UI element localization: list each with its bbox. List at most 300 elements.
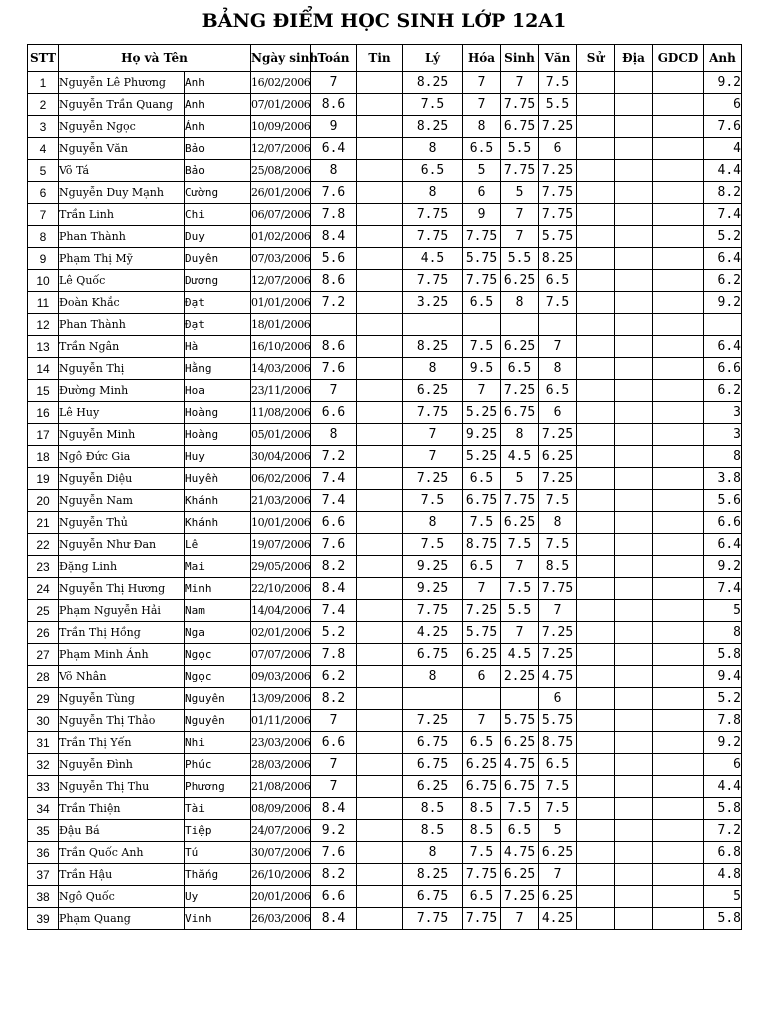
- given-name: Nhi: [185, 732, 251, 754]
- score-van: 7: [539, 600, 577, 622]
- score-van: 7.5: [539, 292, 577, 314]
- score-ly: 8.25: [403, 864, 463, 886]
- given-name: Tài: [185, 798, 251, 820]
- row-number: 28: [28, 666, 59, 688]
- score-toan: 7.4: [311, 490, 357, 512]
- date-of-birth: 01/01/2006: [251, 292, 311, 314]
- score-anh: 6.4: [704, 534, 742, 556]
- score-sinh: 6.75: [501, 402, 539, 424]
- score-ly: 6.5: [403, 160, 463, 182]
- score-gdcd: [653, 160, 704, 182]
- score-anh: 7.6: [704, 116, 742, 138]
- score-van: 7.75: [539, 578, 577, 600]
- score-anh: 6: [704, 754, 742, 776]
- score-dia: [615, 600, 653, 622]
- score-dia: [615, 468, 653, 490]
- row-number: 32: [28, 754, 59, 776]
- score-anh: 8: [704, 622, 742, 644]
- score-van: 8: [539, 358, 577, 380]
- table-row: [28, 270, 742, 292]
- score-sinh: 4.75: [501, 842, 539, 864]
- score-su: [577, 512, 615, 534]
- score-van: 4.75: [539, 666, 577, 688]
- page-title: BẢNG ĐIỂM HỌC SINH LỚP 12A1: [201, 10, 567, 32]
- date-of-birth: 30/07/2006: [251, 842, 311, 864]
- score-van: 5.75: [539, 226, 577, 248]
- score-toan: 5.6: [311, 248, 357, 270]
- table-row: [28, 600, 742, 622]
- table-row: [28, 732, 742, 754]
- table-row: [28, 886, 742, 908]
- table-header-row: [28, 45, 742, 72]
- family-name: Trần Ngân: [59, 336, 185, 358]
- table-row: [28, 578, 742, 600]
- score-anh: 5.8: [704, 908, 742, 930]
- score-su: [577, 842, 615, 864]
- family-name: Nguyễn Thủ: [59, 512, 185, 534]
- score-toan: 8.6: [311, 94, 357, 116]
- score-gdcd: [653, 270, 704, 292]
- score-dia: [615, 182, 653, 204]
- score-anh: 7.8: [704, 710, 742, 732]
- score-van: 8.25: [539, 248, 577, 270]
- score-sinh: 7.75: [501, 94, 539, 116]
- given-name: Khánh: [185, 490, 251, 512]
- score-toan: 8: [311, 424, 357, 446]
- column-header-ly: Lý: [403, 45, 463, 72]
- score-toan: 7: [311, 72, 357, 94]
- score-tin: [357, 358, 403, 380]
- score-su: [577, 72, 615, 94]
- table-row: [28, 116, 742, 138]
- given-name: Vinh: [185, 908, 251, 930]
- row-number: 12: [28, 314, 59, 336]
- score-anh: 9.2: [704, 72, 742, 94]
- score-ly: 6.25: [403, 380, 463, 402]
- score-ly: 8: [403, 138, 463, 160]
- score-gdcd: [653, 732, 704, 754]
- table-row: [28, 776, 742, 798]
- row-number: 26: [28, 622, 59, 644]
- date-of-birth: 12/07/2006: [251, 138, 311, 160]
- given-name: Huy: [185, 446, 251, 468]
- table-row: [28, 314, 742, 336]
- score-gdcd: [653, 446, 704, 468]
- score-toan: 7: [311, 710, 357, 732]
- score-ly: 7: [403, 446, 463, 468]
- score-anh: 4.4: [704, 776, 742, 798]
- score-tin: [357, 314, 403, 336]
- score-su: [577, 534, 615, 556]
- score-hoa: 6.5: [463, 138, 501, 160]
- score-toan: 7.6: [311, 358, 357, 380]
- score-dia: [615, 160, 653, 182]
- given-name: Bảo: [185, 160, 251, 182]
- score-toan: 7.2: [311, 446, 357, 468]
- row-number: 5: [28, 160, 59, 182]
- row-number: 7: [28, 204, 59, 226]
- score-ly: 7.5: [403, 534, 463, 556]
- score-hoa: 7.75: [463, 864, 501, 886]
- score-gdcd: [653, 600, 704, 622]
- score-tin: [357, 226, 403, 248]
- score-tin: [357, 666, 403, 688]
- family-name: Lê Huy: [59, 402, 185, 424]
- score-hoa: 7: [463, 710, 501, 732]
- score-gdcd: [653, 402, 704, 424]
- grade-table: [27, 44, 742, 930]
- score-toan: [311, 314, 357, 336]
- date-of-birth: 16/02/2006: [251, 72, 311, 94]
- score-tin: [357, 512, 403, 534]
- score-hoa: 6.75: [463, 776, 501, 798]
- given-name: Đạt: [185, 314, 251, 336]
- score-van: 7.25: [539, 116, 577, 138]
- date-of-birth: 07/03/2006: [251, 248, 311, 270]
- given-name: Lê: [185, 534, 251, 556]
- row-number: 23: [28, 556, 59, 578]
- score-toan: 7.4: [311, 468, 357, 490]
- score-van: 7.5: [539, 776, 577, 798]
- score-tin: [357, 842, 403, 864]
- score-anh: 5.8: [704, 644, 742, 666]
- family-name: Phan Thành: [59, 314, 185, 336]
- score-toan: 6.6: [311, 886, 357, 908]
- date-of-birth: 10/01/2006: [251, 512, 311, 534]
- score-gdcd: [653, 644, 704, 666]
- score-van: 7.25: [539, 160, 577, 182]
- row-number: 15: [28, 380, 59, 402]
- row-number: 17: [28, 424, 59, 446]
- score-hoa: 5.75: [463, 248, 501, 270]
- score-dia: [615, 292, 653, 314]
- score-su: [577, 622, 615, 644]
- score-dia: [615, 248, 653, 270]
- date-of-birth: 13/09/2006: [251, 688, 311, 710]
- date-of-birth: 14/03/2006: [251, 358, 311, 380]
- score-anh: 6.6: [704, 512, 742, 534]
- row-number: 21: [28, 512, 59, 534]
- score-anh: 6.2: [704, 380, 742, 402]
- score-anh: 8: [704, 446, 742, 468]
- score-gdcd: [653, 380, 704, 402]
- score-gdcd: [653, 556, 704, 578]
- row-number: 10: [28, 270, 59, 292]
- score-van: 6.25: [539, 842, 577, 864]
- score-hoa: [463, 688, 501, 710]
- score-dia: [615, 556, 653, 578]
- score-gdcd: [653, 468, 704, 490]
- column-header-hoa: Hóa: [463, 45, 501, 72]
- score-tin: [357, 732, 403, 754]
- score-ly: 6.75: [403, 732, 463, 754]
- score-ly: 7.75: [403, 600, 463, 622]
- score-anh: 7.4: [704, 578, 742, 600]
- family-name: Đậu Bá: [59, 820, 185, 842]
- score-sinh: 6.5: [501, 820, 539, 842]
- score-toan: 9: [311, 116, 357, 138]
- given-name: Nguyên: [185, 688, 251, 710]
- family-name: Nguyễn Đình: [59, 754, 185, 776]
- date-of-birth: 14/04/2006: [251, 600, 311, 622]
- row-number: 35: [28, 820, 59, 842]
- score-gdcd: [653, 314, 704, 336]
- family-name: Phan Thành: [59, 226, 185, 248]
- score-anh: 6: [704, 94, 742, 116]
- score-ly: 8.25: [403, 72, 463, 94]
- row-number: 25: [28, 600, 59, 622]
- family-name: Đường Minh: [59, 380, 185, 402]
- date-of-birth: 21/08/2006: [251, 776, 311, 798]
- row-number: 27: [28, 644, 59, 666]
- score-gdcd: [653, 182, 704, 204]
- score-toan: 8.4: [311, 226, 357, 248]
- score-anh: 9.2: [704, 292, 742, 314]
- score-anh: 8.2: [704, 182, 742, 204]
- score-dia: [615, 578, 653, 600]
- score-van: 6.25: [539, 446, 577, 468]
- column-header-stt: STT: [28, 45, 59, 72]
- score-hoa: 7.75: [463, 270, 501, 292]
- score-hoa: 6.5: [463, 732, 501, 754]
- score-dia: [615, 512, 653, 534]
- score-anh: 5.8: [704, 798, 742, 820]
- score-anh: 9.2: [704, 556, 742, 578]
- score-hoa: 7: [463, 380, 501, 402]
- score-gdcd: [653, 622, 704, 644]
- score-tin: [357, 160, 403, 182]
- table-row: [28, 754, 742, 776]
- column-header-sinh: Sinh: [501, 45, 539, 72]
- family-name: Nguyễn Như Đan: [59, 534, 185, 556]
- score-ly: 7: [403, 424, 463, 446]
- score-sinh: 8: [501, 292, 539, 314]
- row-number: 30: [28, 710, 59, 732]
- score-toan: 6.4: [311, 138, 357, 160]
- score-tin: [357, 270, 403, 292]
- family-name: Phạm Thị Mỹ: [59, 248, 185, 270]
- table-row: [28, 446, 742, 468]
- row-number: 19: [28, 468, 59, 490]
- score-sinh: 5: [501, 468, 539, 490]
- score-gdcd: [653, 798, 704, 820]
- given-name: Hoa: [185, 380, 251, 402]
- score-hoa: 7: [463, 72, 501, 94]
- score-toan: 8.6: [311, 270, 357, 292]
- score-hoa: 9: [463, 204, 501, 226]
- score-van: 6.5: [539, 380, 577, 402]
- date-of-birth: 02/01/2006: [251, 622, 311, 644]
- given-name: Đạt: [185, 292, 251, 314]
- score-gdcd: [653, 490, 704, 512]
- given-name: Hoàng: [185, 402, 251, 424]
- score-hoa: 7.5: [463, 336, 501, 358]
- score-tin: [357, 490, 403, 512]
- given-name: Duyên: [185, 248, 251, 270]
- score-toan: 8.4: [311, 578, 357, 600]
- score-anh: 3: [704, 402, 742, 424]
- score-van: 8.5: [539, 556, 577, 578]
- table-row: [28, 94, 742, 116]
- score-ly: 4.25: [403, 622, 463, 644]
- row-number: 9: [28, 248, 59, 270]
- score-tin: [357, 468, 403, 490]
- score-su: [577, 248, 615, 270]
- score-toan: 9.2: [311, 820, 357, 842]
- row-number: 20: [28, 490, 59, 512]
- score-sinh: 7: [501, 556, 539, 578]
- family-name: Nguyễn Duy Mạnh: [59, 182, 185, 204]
- row-number: 1: [28, 72, 59, 94]
- table-row: [28, 556, 742, 578]
- score-anh: 6.4: [704, 248, 742, 270]
- score-su: [577, 160, 615, 182]
- family-name: Nguyễn Thị Hương: [59, 578, 185, 600]
- score-hoa: 8: [463, 116, 501, 138]
- score-dia: [615, 776, 653, 798]
- score-toan: 7.8: [311, 644, 357, 666]
- given-name: Ngọc: [185, 666, 251, 688]
- date-of-birth: 06/02/2006: [251, 468, 311, 490]
- score-van: 6: [539, 402, 577, 424]
- score-su: [577, 446, 615, 468]
- score-hoa: 6.5: [463, 292, 501, 314]
- row-number: 6: [28, 182, 59, 204]
- score-ly: 7.5: [403, 94, 463, 116]
- date-of-birth: 09/03/2006: [251, 666, 311, 688]
- score-su: [577, 292, 615, 314]
- score-dia: [615, 842, 653, 864]
- column-header-dob: Ngày sinh: [251, 45, 311, 72]
- given-name: Phương: [185, 776, 251, 798]
- score-toan: 8.2: [311, 556, 357, 578]
- score-ly: 9.25: [403, 578, 463, 600]
- score-anh: 6.2: [704, 270, 742, 292]
- given-name: Phúc: [185, 754, 251, 776]
- score-ly: 8.25: [403, 336, 463, 358]
- score-tin: [357, 578, 403, 600]
- row-number: 39: [28, 908, 59, 930]
- column-header-su: Sử: [577, 45, 615, 72]
- table-row: [28, 842, 742, 864]
- score-gdcd: [653, 72, 704, 94]
- table-row: [28, 534, 742, 556]
- family-name: Trần Quốc Anh: [59, 842, 185, 864]
- date-of-birth: 01/02/2006: [251, 226, 311, 248]
- score-dia: [615, 424, 653, 446]
- score-tin: [357, 446, 403, 468]
- table-row: [28, 380, 742, 402]
- score-hoa: 7.5: [463, 512, 501, 534]
- date-of-birth: 24/07/2006: [251, 820, 311, 842]
- score-hoa: 7: [463, 578, 501, 600]
- score-ly: 7.75: [403, 226, 463, 248]
- score-sinh: 4.75: [501, 754, 539, 776]
- score-dia: [615, 886, 653, 908]
- table-row: [28, 402, 742, 424]
- given-name: Ánh: [185, 116, 251, 138]
- score-su: [577, 204, 615, 226]
- given-name: Cường: [185, 182, 251, 204]
- date-of-birth: 29/05/2006: [251, 556, 311, 578]
- date-of-birth: 06/07/2006: [251, 204, 311, 226]
- score-van: 7: [539, 864, 577, 886]
- score-anh: 5: [704, 600, 742, 622]
- score-van: 5.5: [539, 94, 577, 116]
- score-ly: [403, 688, 463, 710]
- score-toan: 7: [311, 776, 357, 798]
- family-name: Trần Thiện: [59, 798, 185, 820]
- score-hoa: 9.25: [463, 424, 501, 446]
- score-gdcd: [653, 138, 704, 160]
- score-toan: 8.4: [311, 798, 357, 820]
- score-toan: 7.6: [311, 182, 357, 204]
- score-gdcd: [653, 820, 704, 842]
- score-hoa: 7.5: [463, 842, 501, 864]
- score-tin: [357, 402, 403, 424]
- family-name: Đặng Linh: [59, 556, 185, 578]
- given-name: Dương: [185, 270, 251, 292]
- score-su: [577, 402, 615, 424]
- score-van: 7.5: [539, 798, 577, 820]
- score-van: 6: [539, 688, 577, 710]
- score-anh: 4.4: [704, 160, 742, 182]
- score-gdcd: [653, 534, 704, 556]
- given-name: Tiệp: [185, 820, 251, 842]
- family-name: Trần Thị Hồng: [59, 622, 185, 644]
- date-of-birth: 26/01/2006: [251, 182, 311, 204]
- date-of-birth: 23/03/2006: [251, 732, 311, 754]
- score-toan: 8.2: [311, 688, 357, 710]
- score-su: [577, 424, 615, 446]
- score-ly: 7.75: [403, 204, 463, 226]
- date-of-birth: 25/08/2006: [251, 160, 311, 182]
- score-dia: [615, 490, 653, 512]
- score-van: 7.25: [539, 644, 577, 666]
- date-of-birth: 20/01/2006: [251, 886, 311, 908]
- given-name: Uy: [185, 886, 251, 908]
- date-of-birth: 05/01/2006: [251, 424, 311, 446]
- table-row: [28, 512, 742, 534]
- score-su: [577, 468, 615, 490]
- score-tin: [357, 248, 403, 270]
- score-su: [577, 820, 615, 842]
- score-gdcd: [653, 512, 704, 534]
- score-ly: 6.75: [403, 644, 463, 666]
- score-van: 6.5: [539, 270, 577, 292]
- score-su: [577, 754, 615, 776]
- score-su: [577, 864, 615, 886]
- score-su: [577, 578, 615, 600]
- family-name: Trần Thị Yến: [59, 732, 185, 754]
- date-of-birth: 30/04/2006: [251, 446, 311, 468]
- row-number: 37: [28, 864, 59, 886]
- score-sinh: 6.75: [501, 116, 539, 138]
- given-name: Khánh: [185, 512, 251, 534]
- score-tin: [357, 204, 403, 226]
- score-su: [577, 666, 615, 688]
- date-of-birth: 07/07/2006: [251, 644, 311, 666]
- score-gdcd: [653, 424, 704, 446]
- column-header-dia: Địa: [615, 45, 653, 72]
- score-dia: [615, 138, 653, 160]
- score-anh: 3: [704, 424, 742, 446]
- score-hoa: 6: [463, 666, 501, 688]
- score-toan: 7.8: [311, 204, 357, 226]
- given-name: Nam: [185, 600, 251, 622]
- score-ly: 8.5: [403, 820, 463, 842]
- score-dia: [615, 820, 653, 842]
